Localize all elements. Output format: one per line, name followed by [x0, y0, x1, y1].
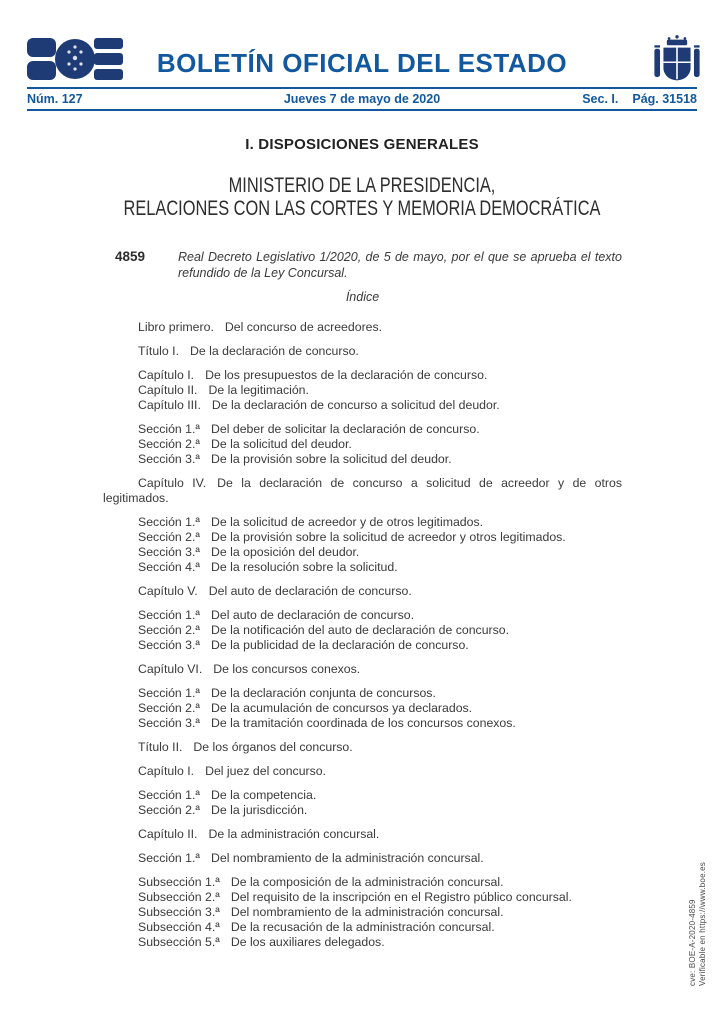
index-entry-text: De los auxiliares delegados.: [230, 935, 385, 949]
masthead-title: BOLETÍN OFICIAL DEL ESTADO: [156, 48, 568, 78]
index-entry: [103, 935, 622, 950]
index-entry-text: De la recusación de la administración concursal.: [230, 920, 495, 934]
index-entry-text: De la declaración de concurso a solicitud del deudor.: [211, 398, 500, 412]
index-entry-label: Capítulo I.: [138, 368, 195, 382]
index-entry: [103, 545, 622, 560]
index-entry: [103, 740, 622, 755]
index-entry-label: Subsección 5.ª: [138, 935, 220, 949]
index-entry: [103, 827, 622, 842]
index-group: [103, 788, 622, 818]
index-entry-text: Del concurso de acreedores.: [224, 320, 383, 334]
index-entry-text: De la tramitación coordinada de los concursos conexos.: [210, 716, 516, 730]
index-entry-text: Del juez del concurso.: [205, 764, 327, 778]
index-entry: [103, 422, 622, 437]
index-entry-label: Capítulo II.: [138, 827, 198, 841]
index-entry-text: De la provisión sobre la solicitud del deudor.: [210, 452, 452, 466]
index-entry-label: Capítulo IV.: [138, 476, 207, 490]
cve-verifiable-url: Verificable en https://www.boe.es: [698, 862, 707, 986]
decree-number: 4859: [115, 249, 146, 264]
index-entry-label: Capítulo III.: [138, 398, 201, 412]
index-entry-text: De los órganos del concurso.: [193, 740, 353, 754]
index-group: [103, 740, 622, 755]
index-entry-label: Libro primero.: [138, 320, 214, 334]
index-entry-text: De la declaración de concurso a solicitud de acreedor y de otros legitimados.: [103, 476, 622, 505]
index-group: [103, 875, 622, 950]
index-entry: [103, 905, 622, 920]
index-group: [103, 608, 622, 653]
index-group: [103, 827, 622, 842]
index-entry-label: Sección 1.ª: [138, 686, 200, 700]
index-entry: [103, 383, 622, 398]
index-entry-label: Sección 1.ª: [138, 515, 200, 529]
index-entry-label: Sección 2.ª: [138, 623, 200, 637]
index-group: [103, 764, 622, 779]
index-entry-text: Del auto de declaración de concurso.: [210, 608, 415, 622]
index-entry: [103, 920, 622, 935]
cve-code: cve: BOE-A-2020-4859: [688, 899, 697, 986]
index-entry: [103, 560, 622, 575]
index-group: [103, 320, 622, 335]
index-entry-text: De la jurisdicción.: [210, 803, 308, 817]
decree-title: Real Decreto Legislativo 1/2020, de 5 de mayo, por el que se aprueba el texto refundido de la Ley Concursal.: [178, 250, 622, 280]
index-entry: [103, 530, 622, 545]
index-entry-label: Sección 3.ª: [138, 452, 200, 466]
index-entry-text: De la declaración conjunta de concursos.: [210, 686, 436, 700]
index-entry-text: De la oposición del deudor.: [210, 545, 360, 559]
issue-number: Núm. 127: [27, 92, 83, 106]
index-group: [103, 368, 622, 413]
index-entry-text: De los concursos conexos.: [213, 662, 361, 676]
index-entry: [103, 344, 622, 359]
cve-verification-block: [688, 862, 708, 986]
index-entry-text: De la composición de la administración concursal.: [230, 875, 504, 889]
index-list: [103, 320, 622, 950]
index-entry-text: De la resolución sobre la solicitud.: [210, 560, 398, 574]
index-entry: [103, 623, 622, 638]
index-entry-text: Del auto de declaración de concurso.: [208, 584, 412, 598]
index-entry: [103, 851, 622, 866]
index-entry-label: Sección 3.ª: [138, 716, 200, 730]
index-entry: [103, 437, 622, 452]
index-group: [103, 662, 622, 677]
index-entry: [103, 701, 622, 716]
index-entry-label: Sección 2.ª: [138, 803, 200, 817]
index-entry-label: Sección 3.ª: [138, 545, 200, 559]
index-entry-label: Capítulo V.: [138, 584, 198, 598]
index-entry-label: Sección 2.ª: [138, 437, 200, 451]
index-entry-label: Sección 1.ª: [138, 851, 200, 865]
index-entry: [103, 608, 622, 623]
index-entry-label: Subsección 2.ª: [138, 890, 220, 904]
index-entry-text: De la administración concursal.: [208, 827, 380, 841]
index-entry: [103, 890, 622, 905]
index-entry: [103, 788, 622, 803]
index-entry-text: Del nombramiento de la administración concursal.: [230, 905, 504, 919]
index-entry-text: De la acumulación de concursos ya declarados.: [210, 701, 473, 715]
index-entry-label: Subsección 4.ª: [138, 920, 220, 934]
index-entry: [103, 584, 622, 599]
index-entry-text: De la solicitud de acreedor y de otros legitimados.: [210, 515, 484, 529]
ministry-line-2: RELACIONES CON LAS CORTES Y MEMORIA DEMOCRÁTICA: [123, 197, 601, 220]
index-entry-text: De la declaración de concurso.: [190, 344, 359, 358]
index-entry: [103, 452, 622, 467]
index-entry: [103, 662, 622, 677]
index-entry: [103, 638, 622, 653]
index-entry-text: De la legitimación.: [208, 383, 309, 397]
index-group: [103, 476, 622, 506]
index-group: [103, 344, 622, 359]
index-entry-label: Sección 4.ª: [138, 560, 200, 574]
index-group: [103, 422, 622, 467]
index-entry: [103, 764, 622, 779]
index-group: [103, 851, 622, 866]
decree-title-paragraph: [115, 249, 622, 281]
index-heading: Índice: [345, 290, 380, 304]
index-entry-label: Título II.: [138, 740, 183, 754]
section-heading: I. DISPOSICIONES GENERALES: [245, 136, 479, 153]
index-entry-label: Sección 3.ª: [138, 638, 200, 652]
index-entry: [103, 398, 622, 413]
index-entry: [103, 476, 622, 506]
index-entry-label: Capítulo VI.: [138, 662, 203, 676]
index-entry-text: De la competencia.: [210, 788, 317, 802]
index-entry: [103, 803, 622, 818]
index-entry-label: Sección 1.ª: [138, 608, 200, 622]
index-group: [103, 515, 622, 575]
index-entry-text: De la solicitud del deudor.: [210, 437, 352, 451]
index-entry-label: Capítulo I.: [138, 764, 195, 778]
index-entry: [103, 515, 622, 530]
index-entry-label: Título I.: [138, 344, 180, 358]
index-entry-text: Del nombramiento de la administración concursal.: [210, 851, 484, 865]
index-entry-text: De la publicidad de la declaración de concurso.: [210, 638, 469, 652]
index-entry-label: Sección 2.ª: [138, 701, 200, 715]
index-entry: [103, 368, 622, 383]
index-entry: [103, 686, 622, 701]
index-entry: [103, 875, 622, 890]
index-entry-label: Sección 2.ª: [138, 530, 200, 544]
index-group: [103, 686, 622, 731]
index-entry-text: Del deber de solicitar la declaración de concurso.: [210, 422, 480, 436]
index-entry: [103, 320, 622, 335]
issue-date: Jueves 7 de mayo de 2020: [283, 92, 441, 106]
ministry-heading: [0, 174, 724, 220]
index-entry-text: De la provisión sobre la solicitud de acreedor y otros legitimados.: [210, 530, 566, 544]
page-label: Pág. 31518: [632, 92, 697, 106]
index-entry-label: Sección 1.ª: [138, 788, 200, 802]
index-entry-label: Subsección 3.ª: [138, 905, 220, 919]
index-entry-text: De la notificación del auto de declaración de concurso.: [210, 623, 510, 637]
index-entry: [103, 716, 622, 731]
index-group: [103, 584, 622, 599]
index-entry-label: Subsección 1.ª: [138, 875, 220, 889]
section-label: Sec. I.: [582, 92, 619, 106]
index-entry-text: De los presupuestos de la declaración de concurso.: [205, 368, 488, 382]
ministry-line-1: MINISTERIO DE LA PRESIDENCIA,: [228, 174, 496, 197]
index-entry-label: Sección 1.ª: [138, 422, 200, 436]
index-entry-text: Del requisito de la inscripción en el Registro público concursal.: [230, 890, 572, 904]
index-entry-label: Capítulo II.: [138, 383, 198, 397]
